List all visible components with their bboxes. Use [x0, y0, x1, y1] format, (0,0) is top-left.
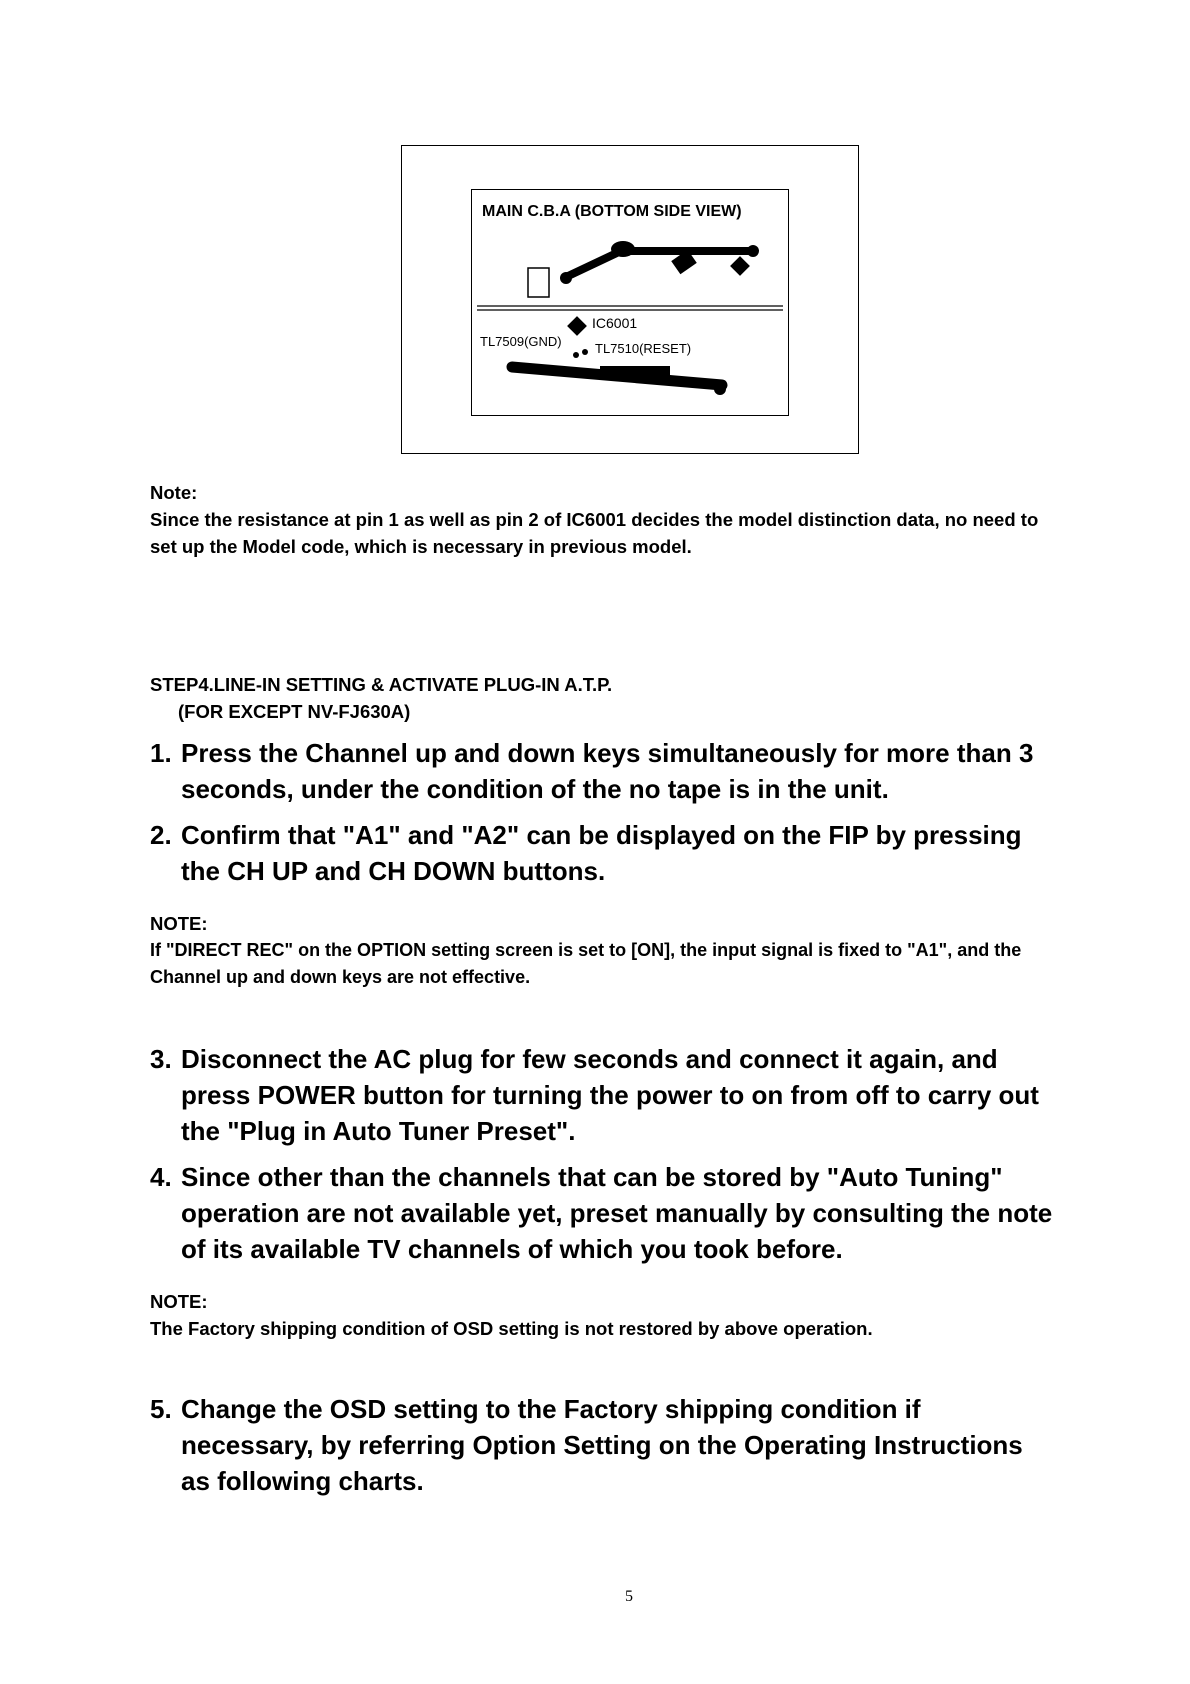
list-item-line: the "Plug in Auto Tuner Preset".	[181, 1116, 576, 1146]
note2-heading: NOTE:	[150, 913, 208, 934]
list-item-number: 3.	[150, 1044, 172, 1074]
figure-title: MAIN C.B.A (BOTTOM SIDE VIEW)	[482, 203, 742, 220]
note2-line1: If "DIRECT REC" on the OPTION setting screen is set to [ON], the input signal is fixed to "A1", and the	[150, 940, 1022, 960]
step4-title: STEP4.LINE-IN SETTING & ACTIVATE PLUG-IN A.T.P.	[150, 674, 613, 695]
note2	[150, 910, 1130, 991]
tl7510-reset-label: TL7510(RESET)	[595, 341, 692, 356]
list-item-line: Since other than the channels that can be stored by "Auto Tuning"	[181, 1162, 1003, 1192]
list-item-number: 4.	[150, 1162, 172, 1192]
note1-line2: set up the Model code, which is necessary in previous model.	[150, 536, 692, 557]
step4-subtitle: (FOR EXCEPT NV-FJ630A)	[178, 701, 411, 722]
note3	[150, 1288, 1130, 1342]
tl7509-gnd-label: TL7509(GND)	[480, 334, 562, 349]
list-item-line: press POWER button for turning the power to on from off to carry out	[181, 1080, 1039, 1110]
circuit-board-diagram	[471, 189, 789, 416]
list-item-line: operation are not available yet, preset manually by consulting the note	[181, 1198, 1053, 1228]
note1-line1: Since the resistance at pin 1 as well as pin 2 of IC6001 decides the model distinction data, no need to	[150, 509, 1039, 530]
list-item-line: Change the OSD setting to the Factory shipping condition if	[181, 1394, 921, 1424]
list-item-line: the CH UP and CH DOWN buttons.	[181, 856, 606, 886]
list-item-number: 1.	[150, 738, 172, 768]
note3-heading: NOTE:	[150, 1291, 208, 1312]
note1	[150, 479, 1130, 560]
list-item-line: seconds, under the condition of the no tape is in the unit.	[181, 774, 889, 804]
list-item	[150, 817, 1130, 889]
list-item-line: of its available TV channels of which you took before.	[181, 1234, 843, 1264]
list-item-line: Disconnect the AC plug for few seconds and connect it again, and	[181, 1044, 998, 1074]
list-item-line: Press the Channel up and down keys simultaneously for more than 3	[181, 738, 1034, 768]
step4-heading	[150, 671, 1130, 725]
list-item	[150, 1159, 1130, 1267]
list-item-line: necessary, by referring Option Setting on the Operating Instructions	[181, 1430, 1023, 1460]
note2-line2: Channel up and down keys are not effective.	[150, 967, 531, 987]
note1-heading: Note:	[150, 482, 198, 503]
page-number: 5	[625, 1588, 633, 1605]
ic6001-label: IC6001	[592, 315, 638, 331]
list-item-line: Confirm that "A1" and "A2" can be displayed on the FIP by pressing	[181, 820, 1022, 850]
list-item	[150, 1391, 1130, 1499]
list-item	[150, 735, 1130, 807]
note3-line1: The Factory shipping condition of OSD setting is not restored by above operation.	[150, 1318, 873, 1339]
list-item-number: 2.	[150, 820, 172, 850]
list-item-line: as following charts.	[181, 1466, 424, 1496]
list-item-number: 5.	[150, 1394, 172, 1424]
list-item	[150, 1041, 1130, 1149]
